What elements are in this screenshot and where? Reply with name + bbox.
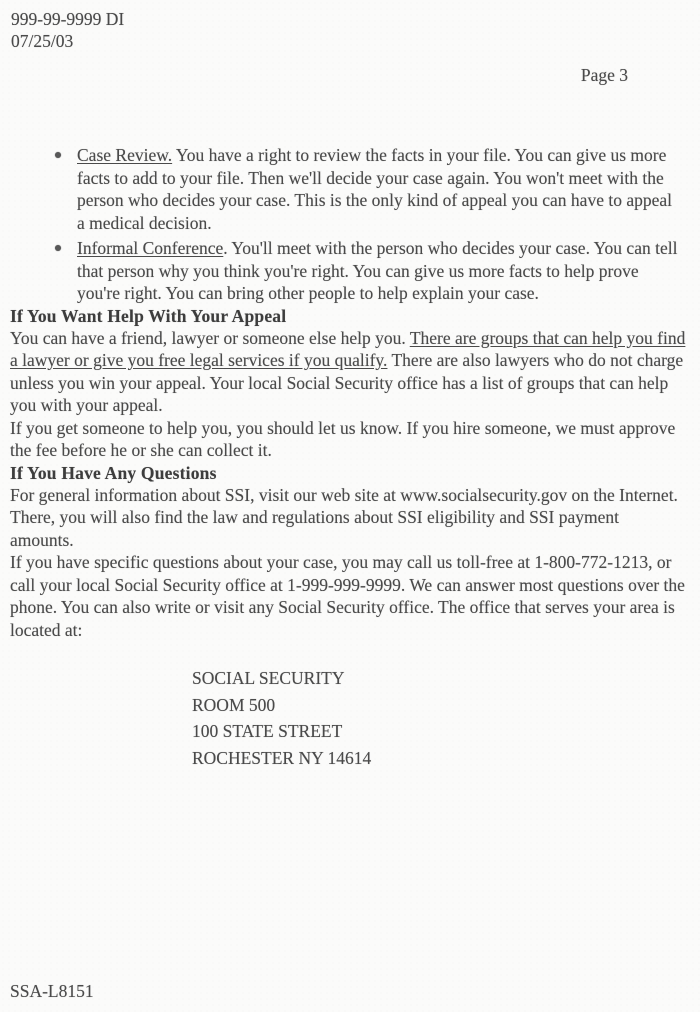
section-heading-help: If You Want Help With Your Appeal <box>10 305 287 326</box>
bullet-icon <box>55 152 61 158</box>
bullet-icon <box>55 245 61 251</box>
paragraph-general-info: For general information about SSI, visit our web site at www.socialsecurity.gov on the Internet. There, you will also find the law and regulations about SSI eligibility and SSI payment amounts. <box>10 484 678 550</box>
case-number: 999-99-9999 DI <box>11 9 125 29</box>
list-item-informal-conference <box>0 237 700 305</box>
paragraph-text: There are also lawyers who do not charge unless you win your appeal. Your local Social Security office has a list of groups that can help you with your appeal. <box>10 350 684 415</box>
list-item-text: You have a right to review the facts in your file. You can give us more facts to add to your file. Then we'll decide your case again. You won't meet with the person who decides your case. This is the only kind of appeal you can have to appeal a medical decision. <box>77 145 672 233</box>
address-line: SOCIAL SECURITY <box>192 668 345 688</box>
address-line: ROOM 500 <box>192 694 276 715</box>
address-line: 100 STATE STREET <box>192 721 343 741</box>
list-item-case-review <box>0 144 700 234</box>
document-date: 07/25/03 <box>11 31 74 51</box>
office-address <box>192 665 700 771</box>
page-number: Page 3 <box>580 65 628 85</box>
form-number: SSA-L8151 <box>10 981 94 1001</box>
paragraph-representative-fee: If you get someone to help you, you should let us know. If you hire someone, we must approve the fee before he or she can collect it. <box>10 417 676 460</box>
list-item-lead: Case Review. <box>77 145 173 165</box>
paragraph-specific-questions: If you have specific questions about your case, you may call us toll-free at 1-800-772-1213, or call your local Social Security office at 1-999-999-9999. We can answer most questions over the phone. You can also write or visit any Social Security office. The office that serves your area is located at: <box>10 552 685 640</box>
list-item-text: . You'll meet with the person who decides your case. You can tell that person why you think you're right. You can give us more facts to help prove you're right. You can bring other people to help explain your case. <box>77 238 678 303</box>
list-item-lead: Informal Conference <box>77 238 224 258</box>
paragraph-help-intro <box>10 327 686 417</box>
paragraph-text: You can have a friend, lawyer or someone else help you. <box>10 327 410 348</box>
appeal-options-list <box>0 144 700 305</box>
underlined-text: There are groups that can help you find a lawyer or give you free legal services if you qualify. <box>10 327 686 370</box>
address-line: ROCHESTER NY 14614 <box>192 747 372 768</box>
section-heading-questions: If You Have Any Questions <box>10 462 217 483</box>
